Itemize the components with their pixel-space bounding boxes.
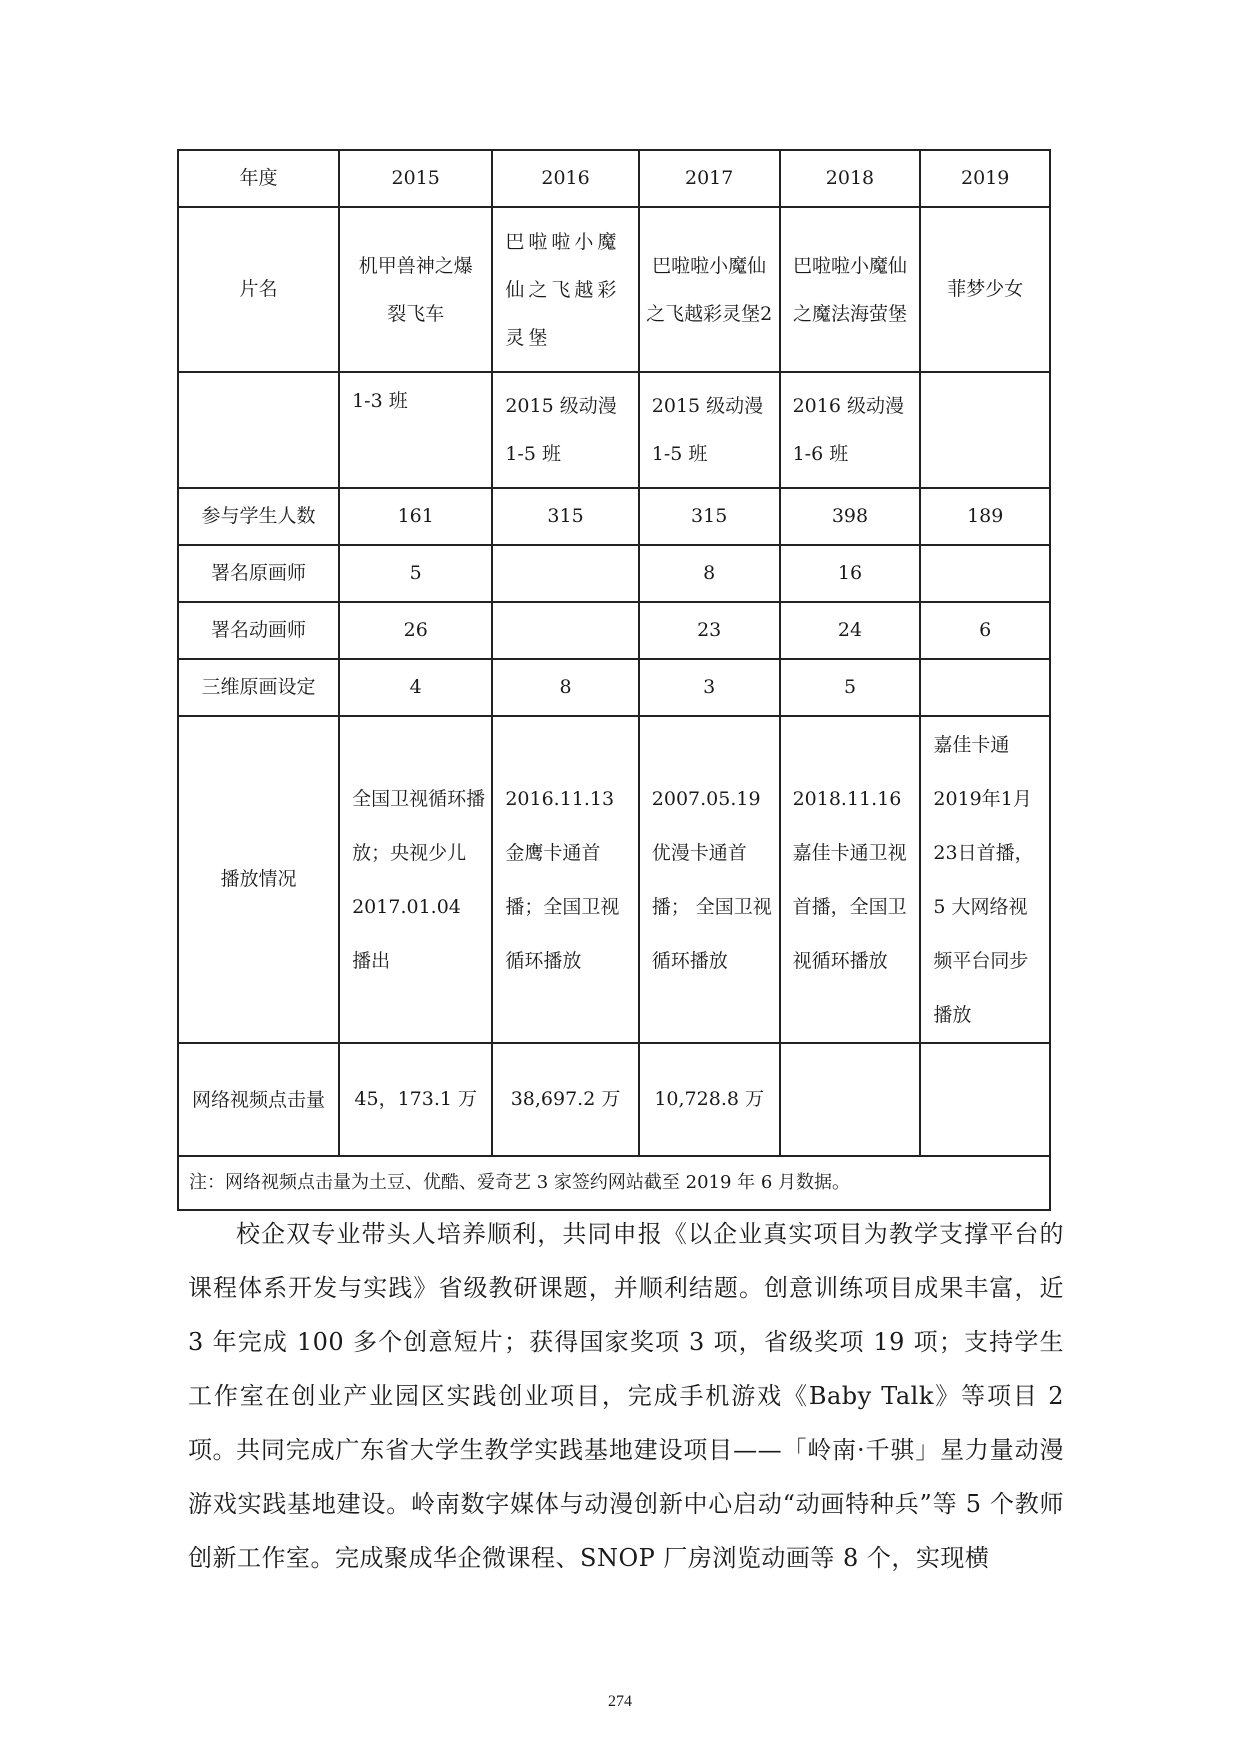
row-label-students: 参与学生人数 — [178, 488, 339, 545]
table-cell — [920, 545, 1050, 602]
table-cell: 1-3 班 — [339, 372, 492, 488]
table-note: 注：网络视频点击量为土豆、优酷、爱奇艺 3 家签约网站截至 2019 年 6 月数据。 — [178, 1156, 1050, 1210]
row-label-class — [178, 372, 339, 488]
table-cell — [920, 1043, 1050, 1156]
table-cell: 8 — [639, 545, 780, 602]
table-cell: 161 — [339, 488, 492, 545]
table-cell — [492, 545, 638, 602]
table-row-class — [178, 372, 1050, 488]
header-cell-2017: 2017 — [639, 150, 780, 207]
header-cell-2016: 2016 — [492, 150, 638, 207]
page-number: 274 — [608, 1693, 632, 1710]
table-cell: 5 — [339, 545, 492, 602]
table-cell: 26 — [339, 602, 492, 659]
table-note-row — [178, 1156, 1050, 1210]
header-cell-2018: 2018 — [780, 150, 921, 207]
table-cell — [920, 372, 1050, 488]
table-cell: 2015 级动漫 1-5 班 — [639, 372, 780, 488]
table-cell: 2018.11.16 嘉佳卡通卫视首播，全国卫视循环播放 — [780, 716, 921, 1043]
table-cell: 315 — [492, 488, 638, 545]
table-cell: 24 — [780, 602, 921, 659]
table-cell: 3 — [639, 659, 780, 716]
table-header-row — [178, 150, 1050, 207]
table-cell: 6 — [920, 602, 1050, 659]
row-label-3d-design: 三维原画设定 — [178, 659, 339, 716]
table-cell: 全国卫视循环播放；央视少儿 2017.01.04 播出 — [339, 716, 492, 1043]
table-cell: 2016 级动漫 1-6 班 — [780, 372, 921, 488]
row-label-broadcast: 播放情况 — [178, 716, 339, 1043]
table-cell: 2016.11.13 金鹰卡通首播；全国卫视循环播放 — [492, 716, 638, 1043]
body-paragraph-2: 共同完成广东省大学生教学实践基地建设项目——「岭南·千骐」星力量动漫游戏实践基地建设。岭南数字媒体与动漫创新中心启动“动画特种兵”等 5 个教师创新工作室。完成聚成华企微课程、SNOP 厂房浏览动画等 8 个，实现横 — [188, 1436, 1064, 1572]
body-paragraph-1: 校企双专业带头人培养顺利，共同申报《以企业真实项目为教学支撑平台的课程体系开发与实践》省级教研课题，并顺利结题。创意训练项目成果丰富，近 3 年完成 100 多个创意短片；获得国家奖项 3 项，省级奖项 19 项；支持学生工作室在创业产业园区实践创业项目，完成手机游戏《Baby Talk》等项目 2 项。 — [188, 1220, 1064, 1464]
table-row-clicks — [178, 1043, 1050, 1156]
table-cell: 巴啦啦小魔仙之魔法海萤堡 — [780, 207, 921, 372]
table-row-broadcast — [178, 716, 1050, 1043]
table-cell: 菲梦少女 — [920, 207, 1050, 372]
row-label-title: 片名 — [178, 207, 339, 372]
table-cell: 189 — [920, 488, 1050, 545]
table-cell: 23 — [639, 602, 780, 659]
table-cell: 16 — [780, 545, 921, 602]
table-cell: 2015 级动漫 1-5 班 — [492, 372, 638, 488]
table-cell: 10,728.8 万 — [639, 1043, 780, 1156]
table-cell: 398 — [780, 488, 921, 545]
table-row-key-animators — [178, 545, 1050, 602]
table-cell: 8 — [492, 659, 638, 716]
table-cell — [780, 1043, 921, 1156]
table-row-students — [178, 488, 1050, 545]
table-row-title — [178, 207, 1050, 372]
table-cell: 巴啦啦小魔仙之飞越彩灵堡2 — [639, 207, 780, 372]
table-row-3d-design — [178, 659, 1050, 716]
table-cell: 315 — [639, 488, 780, 545]
row-label-key-animators: 署名原画师 — [178, 545, 339, 602]
data-table — [177, 149, 1051, 1211]
table-cell: 巴啦啦小魔仙之飞越彩灵堡 — [492, 207, 638, 372]
table-cell: 38,697.2 万 — [492, 1043, 638, 1156]
table-cell: 4 — [339, 659, 492, 716]
header-cell-2019: 2019 — [920, 150, 1050, 207]
table-cell: 5 — [780, 659, 921, 716]
table-cell — [920, 659, 1050, 716]
table-cell: 45，173.1 万 — [339, 1043, 492, 1156]
table-cell: 机甲兽神之爆裂飞车 — [339, 207, 492, 372]
header-cell-2015: 2015 — [339, 150, 492, 207]
table-cell: 2007.05.19 优漫卡通首播； 全国卫视循环播放 — [639, 716, 780, 1043]
header-cell-year-label: 年度 — [178, 150, 339, 207]
table-cell — [492, 602, 638, 659]
row-label-clicks: 网络视频点击量 — [178, 1043, 339, 1156]
row-label-animators: 署名动画师 — [178, 602, 339, 659]
table-row-animators — [178, 602, 1050, 659]
table-cell: 嘉佳卡通 2019年1月23日首播，5 大网络视频平台同步播放 — [920, 716, 1050, 1043]
